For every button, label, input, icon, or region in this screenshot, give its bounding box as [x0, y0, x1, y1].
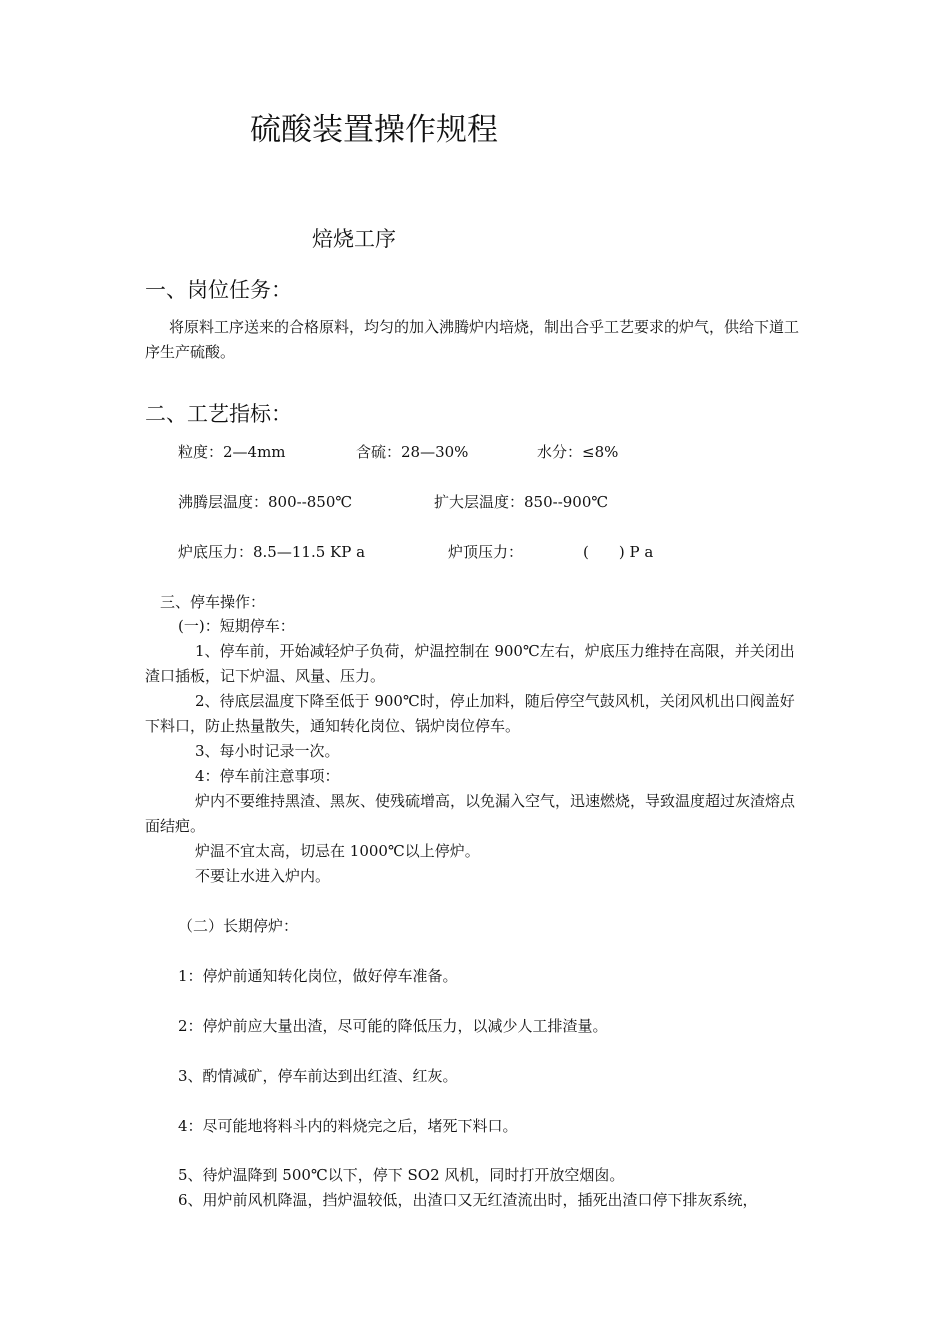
document-title: 硫酸装置操作规程 — [250, 112, 498, 148]
long-stop-item-6: 6、用炉前风机降温，挡炉温较低，出渣口又无红渣流出时，插死出渣口停下排灰系统， — [178, 1191, 758, 1209]
short-stop-item-1: 1、停车前，开始减轻炉子负荷，炉温控制在 900℃左右，炉底压力维持在高限，并关闭出渣口插板，记下炉温、风量、压力。 — [145, 642, 795, 685]
section-3-heading: 三、停车操作： — [160, 593, 266, 611]
spec-moisture: 水分：≤8% — [537, 443, 619, 461]
long-stop-item-4: 4：尽可能地将料斗内的料烧完之后，堵死下料口。 — [178, 1117, 518, 1135]
short-stop-item-2: 2、待底层温度下降至低于 900℃时，停止加料，随后停空气鼓风机，关闭风机出口阀盖好下料口，防止热量散失，通知转化岗位、锅炉岗位停车。 — [145, 692, 795, 735]
spec-granularity: 粒度：2—4mm — [178, 443, 286, 461]
long-stop-heading: （二）长期停炉： — [178, 917, 299, 935]
long-stop-item-3: 3、酌情减矿，停车前达到出红渣、红灰。 — [178, 1067, 458, 1085]
spec-bed-temperature: 沸腾层温度：800--850℃ — [178, 493, 353, 511]
spec-sulfur: 含硫：28—30% — [356, 443, 469, 461]
short-stop-note-1: 炉内不要维持黑渣、黑灰、使残硫增高，以免漏入空气，迅速燃烧，导致温度超过灰渣熔点面结疤。 — [145, 792, 796, 835]
short-stop-note-3: 不要让水进入炉内。 — [195, 867, 331, 885]
section-1-heading: 一、岗位任务： — [145, 278, 292, 302]
short-stop-item-4: 4：停车前注意事项： — [195, 767, 340, 785]
spec-top-pressure-value: ( ) P a — [583, 543, 654, 561]
long-stop-item-5: 5、待炉温降到 500℃以下，停下 SO2 风机，同时打开放空烟囱。 — [178, 1166, 625, 1184]
spec-top-pressure-label: 炉顶压力： — [448, 543, 524, 561]
section-title: 焙烧工序 — [312, 227, 396, 251]
short-stop-note-2: 炉温不宜太高，切忌在 1000℃以上停炉。 — [195, 842, 480, 860]
spec-bottom-pressure: 炉底压力：8.5—11.5 KP a — [178, 543, 366, 561]
section-1-paragraph: 将原料工序送来的合格原料，均匀的加入沸腾炉内培烧，制出合乎工艺要求的炉气，供给下道工序生产硫酸。 — [145, 318, 800, 361]
long-stop-item-2: 2：停炉前应大量出渣，尽可能的降低压力，以减少人工排渣量。 — [178, 1017, 608, 1035]
short-stop-item-3: 3、每小时记录一次。 — [195, 742, 340, 760]
section-2-heading: 二、工艺指标： — [145, 402, 292, 426]
short-stop-heading: (一)：短期停车： — [178, 617, 295, 635]
spec-expand-temperature: 扩大层温度：850--900℃ — [434, 493, 609, 511]
long-stop-item-1: 1：停炉前通知转化岗位，做好停车准备。 — [178, 967, 458, 985]
